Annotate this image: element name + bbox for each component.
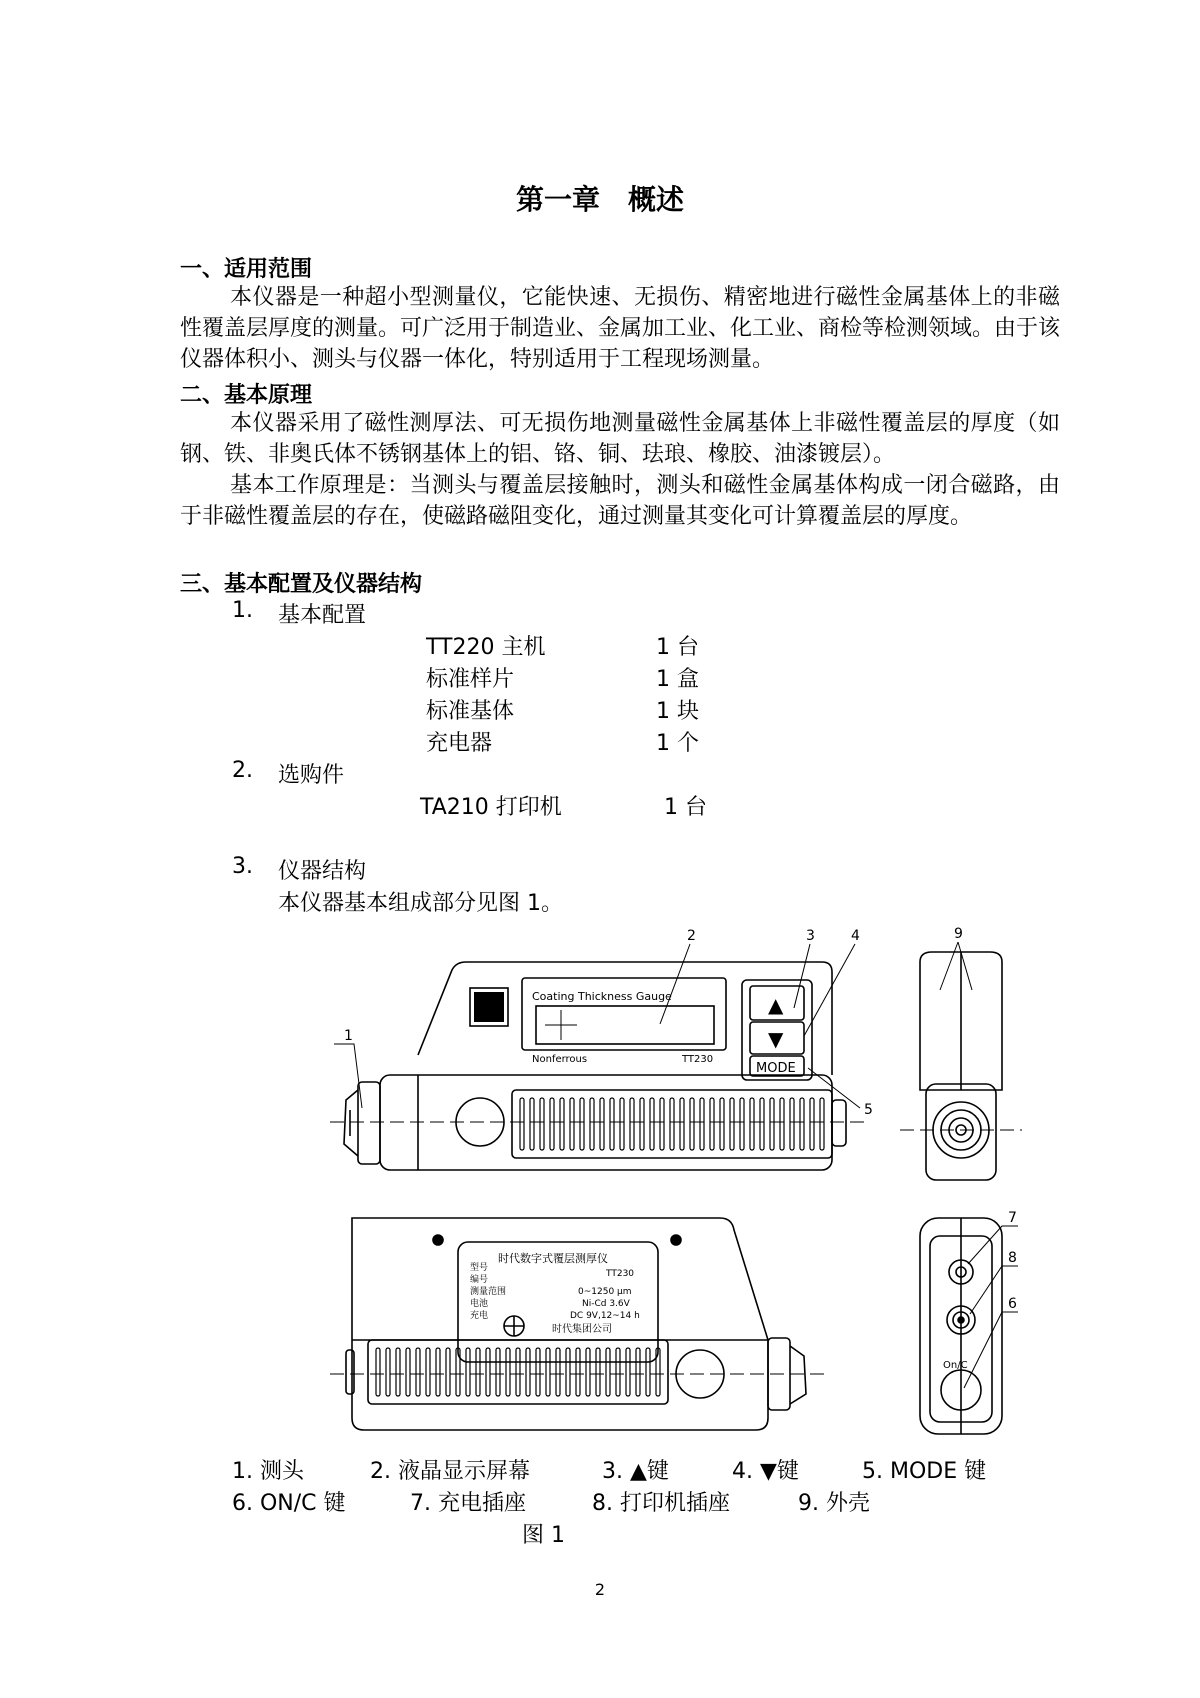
back-label-field: 充电 [470,1311,489,1321]
grip-rib [550,1098,554,1150]
config-item-qty: 1 盒 [656,667,699,692]
back-label-title: 时代数字式覆层测厚仪 [498,1252,608,1265]
grip-rib [406,1348,410,1396]
subsection-title-basic-config: 基本配置 [278,603,367,628]
grip-rib [520,1098,524,1150]
legend-item: 8. 打印机插座 [592,1491,730,1516]
callout-number: 4 [851,928,860,944]
screen-mode-text: Nonferrous [532,1054,588,1065]
screen-title-text: Coating Thickness Gauge [532,990,672,1003]
grip-rib [530,1098,534,1150]
legend-item: 1. 测头 [232,1459,304,1484]
grip-rib [526,1348,530,1396]
grip-rib [506,1348,510,1396]
subsection-number-2: 2. [232,758,253,783]
grip-rib [790,1098,794,1150]
back-label-field: 电池 [470,1299,489,1309]
side-view-top [920,952,1002,1180]
legend-item: 2. 液晶显示屏幕 [370,1459,530,1484]
back-label-model: TT230 [606,1269,635,1279]
grip-rib [780,1098,784,1150]
optional-item-qty: 1 台 [664,795,707,820]
grip-rib [760,1098,764,1150]
grip-rib [626,1348,630,1396]
callout-number: 5 [864,1102,873,1118]
legend-item: 3. ▲键 [602,1459,669,1484]
grip-rib [700,1098,704,1150]
grip-rib [540,1098,544,1150]
side-view-bottom [920,1218,1002,1434]
grip-rib [646,1348,650,1396]
grip-rib [580,1098,584,1150]
grip-rib [376,1348,380,1396]
up-key-symbol: ▲ [768,993,784,1017]
grip-rib [670,1098,674,1150]
structure-reference-text: 本仪器基本组成部分见图 1。 [278,891,563,916]
grip-rib [820,1098,824,1150]
figure-caption: 图 1 [522,1523,565,1548]
grip-rib [636,1348,640,1396]
subsection-number-3: 3. [232,854,253,879]
back-label-company: 时代集团公司 [552,1324,612,1335]
grip-rib [660,1098,664,1150]
grip-rib [536,1348,540,1396]
callout-number: 9 [954,926,963,942]
grip-rib [730,1098,734,1150]
legend-item: 5. MODE 键 [862,1459,987,1484]
callout-number: 6 [1008,1296,1017,1312]
optional-item-name: TA210 打印机 [420,795,562,820]
config-item-qty: 1 个 [656,731,699,756]
page-number: 2 [594,1580,606,1599]
grip-rib [570,1098,574,1150]
mode-key-label: MODE [756,1061,796,1076]
config-item-qty: 1 块 [656,699,699,724]
back-label-field: 型号 [470,1263,489,1273]
section-heading-principle: 二、基本原理 [180,383,313,408]
grip-rib [750,1098,754,1150]
grip-rib [586,1348,590,1396]
grip-rib [590,1098,594,1150]
callout-number: 8 [1008,1250,1017,1266]
callout-number: 1 [344,1028,353,1044]
legend-item: 4. ▼键 [732,1459,799,1484]
subsection-title-optional: 选购件 [278,763,345,788]
grip-rib [556,1348,560,1396]
grip-rib [610,1098,614,1150]
grip-rib [546,1348,550,1396]
grip-rib [476,1348,480,1396]
grip-rib [640,1098,644,1150]
legend-item: 7. 充电插座 [410,1491,526,1516]
grip-rib [606,1348,610,1396]
grip-rib [516,1348,520,1396]
paragraph-scope: 本仪器是一种超小型测量仪，它能快速、无损伤、精密地进行磁性金属基体上的非磁性覆盖层厚度的测量。可广泛用于制造业、金属加工业、化工业、商检等检测领域。由于该仪器体积小、测头与仪器一体化，特别适用于工程现场测量。 [180,285,1061,372]
paragraph-principle-2: 基本工作原理是：当测头与覆盖层接触时，测头和磁性金属基体构成一闭合磁路，由于非磁性覆盖层的存在，使磁路磁阻变化，通过测量其变化可计算覆盖层的厚度。 [180,473,1060,529]
down-key-symbol: ▼ [768,1027,784,1051]
grip-rib [386,1348,390,1396]
grip-rib [680,1098,684,1150]
grip-rib [690,1098,694,1150]
config-item-name: 充电器 [426,731,493,756]
callout-number: 2 [687,928,696,944]
grip-rib [630,1098,634,1150]
grip-rib [576,1348,580,1396]
grip-rib [596,1348,600,1396]
legend-item: 6. ON/C 键 [232,1491,346,1516]
grip-rib [446,1348,450,1396]
section-heading-config: 三、基本配置及仪器结构 [180,572,423,597]
back-label-field: 测量范围 [470,1287,507,1297]
grip-rib [496,1348,500,1396]
grip-rib [560,1098,564,1150]
config-item-qty: 1 台 [656,635,699,660]
config-item-name: 标准基体 [426,699,515,724]
grip-rib [770,1098,774,1150]
callout-number: 7 [1008,1210,1017,1226]
grip-rib [486,1348,490,1396]
screen-model-text: TT230 [682,1054,714,1065]
section-heading-scope: 一、适用范围 [180,257,313,282]
subsection-number-1: 1. [232,598,253,623]
side-onc-label: On/C [943,1360,968,1371]
grip-rib [720,1098,724,1150]
grip-rib [650,1098,654,1150]
legend-item: 9. 外壳 [798,1491,870,1516]
back-label-value: DC 9V,12~14 h [570,1311,640,1321]
grip-rib [436,1348,440,1396]
paragraph-principle-1: 本仪器采用了磁性测厚法、可无损伤地测量磁性金属基体上非磁性覆盖层的厚度（如钢、铁、非奥氏体不锈钢基体上的铝、铬、铜、珐琅、橡胶、油漆镀层）。 [180,411,1060,467]
chapter-title: 第一章 概述 [515,183,684,216]
back-label-value: 0~1250 μm [578,1287,632,1297]
grip-rib [710,1098,714,1150]
grip-rib [616,1348,620,1396]
grip-rib [416,1348,420,1396]
grip-rib [810,1098,814,1150]
grip-rib [426,1348,430,1396]
config-item-name: TT220 主机 [426,635,546,660]
grip-rib [620,1098,624,1150]
config-item-name: 标准样片 [426,667,515,692]
back-label-value: Ni-Cd 3.6V [582,1299,630,1309]
back-label-field: 编号 [470,1275,489,1285]
grip-rib [800,1098,804,1150]
grip-rib [566,1348,570,1396]
grip-rib [600,1098,604,1150]
grip-rib [466,1348,470,1396]
grip-rib [740,1098,744,1150]
callout-number: 3 [806,928,815,944]
grip-rib [396,1348,400,1396]
subsection-title-structure: 仪器结构 [278,859,367,884]
